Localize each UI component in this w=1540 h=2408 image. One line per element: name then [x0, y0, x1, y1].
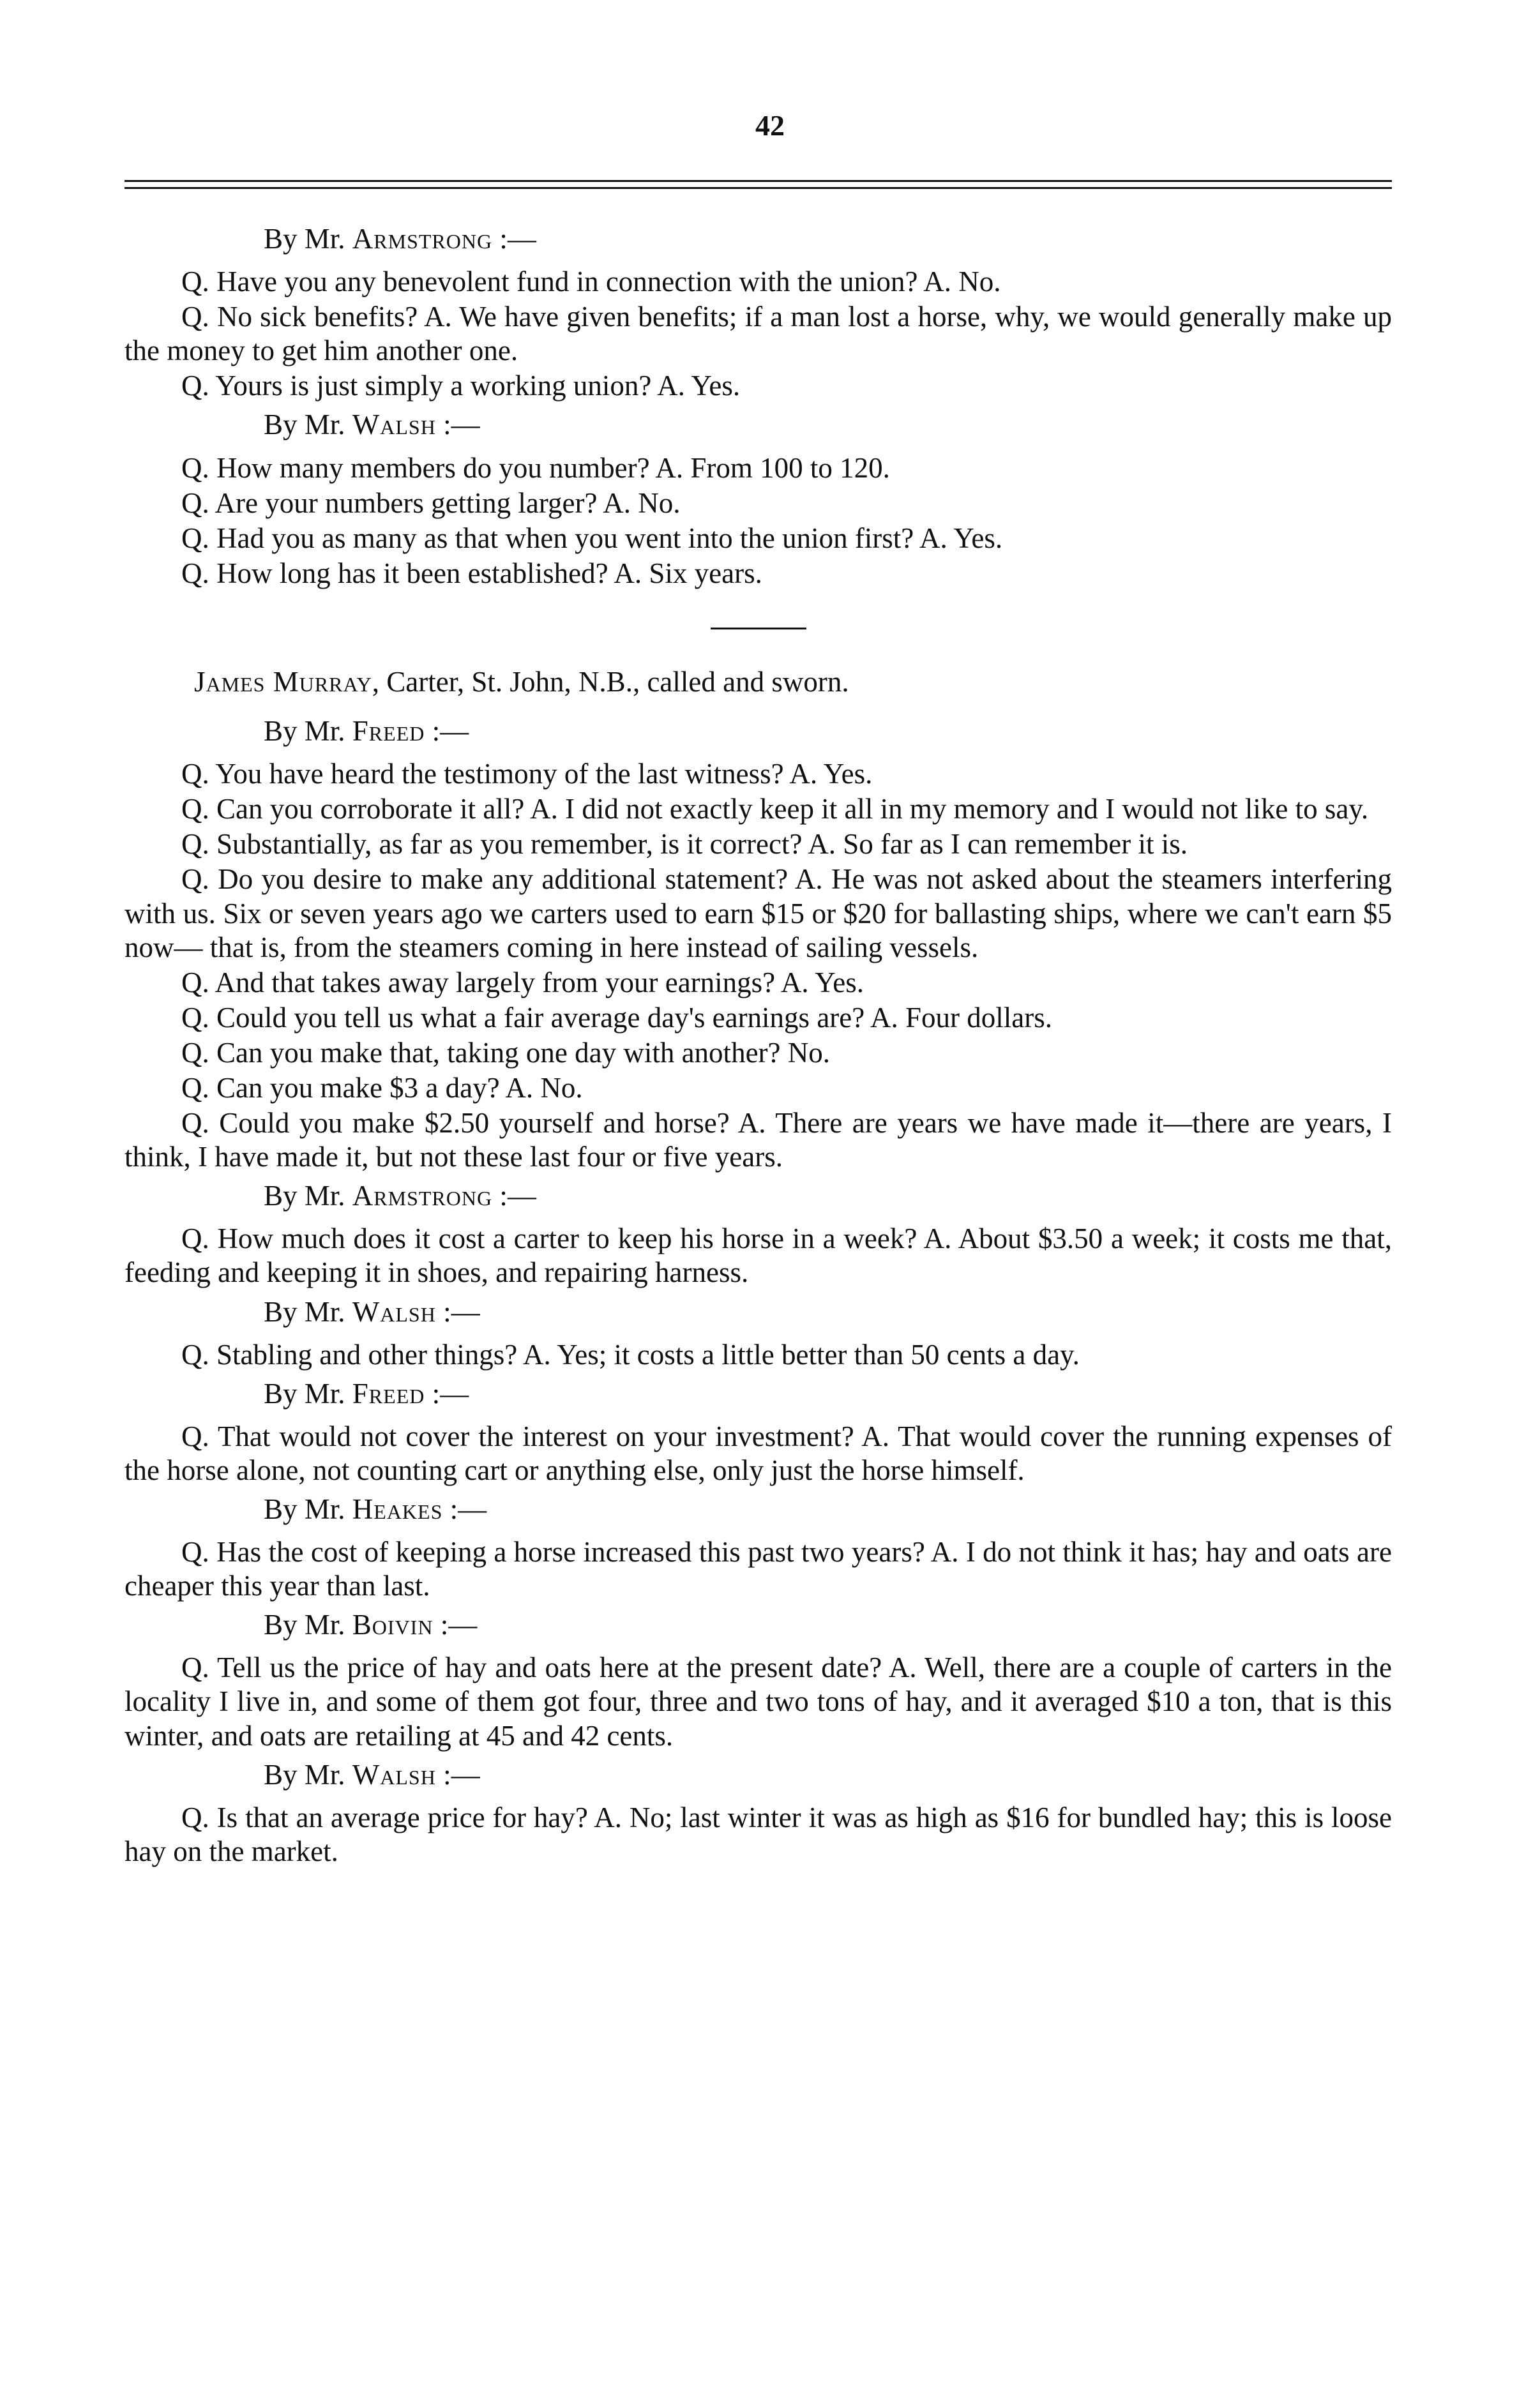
qa-paragraph: Q. Could you tell us what a fair average day's earnings are? A. Four dollars.	[181, 1001, 1052, 1034]
qa-paragraph: Q. Can you corroborate it all? A. I did not exactly keep it all in my memory and I would not like to say.	[181, 793, 1369, 825]
speaker-name: Walsh	[352, 1295, 436, 1328]
speaker-name: Boivin	[352, 1609, 434, 1641]
qa-paragraph: Q. Has the cost of keeping a horse increased this past two years? A. I do not think it has; hay and oats are cheaper this year than last.	[125, 1536, 1392, 1602]
speaker-name: Walsh	[352, 409, 436, 441]
speaker-heading: By Mr. Walsh :—	[264, 1758, 480, 1791]
speaker-heading: By Mr. Boivin :—	[264, 1609, 478, 1641]
qa-paragraph: Q. Substantially, as far as you remember, is it correct? A. So far as I can remember it is.	[181, 828, 1188, 861]
speaker-heading: By Mr. Heakes :—	[264, 1493, 487, 1525]
qa-paragraph: Q. Could you make $2.50 yourself and horse? A. There are years we have made it—there are years, I think, I have made it, but not these last four or five years.	[125, 1107, 1392, 1173]
page-number: 42	[755, 109, 785, 142]
qa-paragraph: Q. Have you any benevolent fund in connection with the union? A. No.	[181, 266, 1001, 298]
qa-paragraph: Q. How long has it been established? A. Six years.	[181, 557, 762, 589]
qa-paragraph: Q. Do you desire to make any additional statement? A. He was not asked about the steamers interfering with us. Six or seven years ago we carters used to earn $15 or $20 for ballasting ships, where we can't earn $5 now— that is, from the steamers coming in here instead of sailing vessels.	[125, 863, 1392, 963]
speaker-heading: By Mr. Freed :—	[264, 715, 469, 748]
qa-paragraph: Q. Is that an average price for hay? A. No; last winter it was as high as $16 for bundled hay; this is loose hay on the market.	[125, 1801, 1392, 1867]
header-double-rule	[125, 180, 1392, 189]
speaker-name: Armstrong	[352, 223, 493, 255]
speaker-name: Armstrong	[352, 1180, 493, 1212]
qa-paragraph: Q. How much does it cost a carter to keep his horse in a week? A. About $3.50 a week; it costs me that, feeding and keeping it in shoes, and repairing harness.	[125, 1223, 1392, 1289]
speaker-name: Freed	[352, 715, 425, 748]
qa-paragraph: Q. Yours is just simply a working union? A. Yes.	[181, 370, 741, 402]
speaker-heading: By Mr. Armstrong :—	[264, 1180, 536, 1212]
speaker-name: Heakes	[352, 1493, 443, 1525]
qa-paragraph: Q. Stabling and other things? A. Yes; it costs a little better than 50 cents a day.	[181, 1338, 1080, 1371]
speaker-name: Walsh	[352, 1758, 436, 1791]
qa-paragraph: Q. Can you make $3 a day? A. No.	[181, 1071, 583, 1104]
speaker-heading: By Mr. Walsh :—	[264, 1295, 480, 1328]
section-divider	[711, 628, 806, 629]
qa-paragraph: Q. You have heard the testimony of the last witness? A. Yes.	[181, 758, 873, 790]
qa-paragraph: Q. And that takes away largely from your earnings? A. Yes.	[181, 966, 864, 998]
qa-paragraph: Q. That would not cover the interest on your investment? A. That would cover the running expenses of the horse alone, not counting cart or anything else, only just the horse himself.	[125, 1420, 1392, 1486]
qa-paragraph: Q. Can you make that, taking one day with another? No.	[181, 1036, 830, 1069]
qa-paragraph: Q. How many members do you number? A. From 100 to 120.	[181, 451, 890, 484]
speaker-heading: By Mr. Armstrong :—	[264, 223, 536, 255]
page-body	[125, 217, 1392, 1870]
qa-paragraph: Q. Tell us the price of hay and oats here at the present date? A. Well, there are a couple of carters in the locality I live in, and some of them got four, three and two tons of hay, and it averaged $10 a ton, that is this winter, and oats are retailing at 45 and 42 cents.	[125, 1652, 1392, 1752]
witness-heading: James Murray, Carter, St. John, N.B., called and sworn.	[194, 665, 849, 698]
witness-name: James Murray	[194, 665, 372, 698]
speaker-heading: By Mr. Freed :—	[264, 1377, 469, 1410]
qa-paragraph: Q. No sick benefits? A. We have given benefits; if a man lost a horse, why, we would generally make up the money to get him another one.	[125, 301, 1392, 367]
qa-paragraph: Q. Are your numbers getting larger? A. No.	[181, 486, 681, 519]
speaker-name: Freed	[352, 1377, 425, 1410]
speaker-heading: By Mr. Walsh :—	[264, 409, 480, 441]
qa-paragraph: Q. Had you as many as that when you went into the union first? A. Yes.	[181, 522, 1003, 554]
